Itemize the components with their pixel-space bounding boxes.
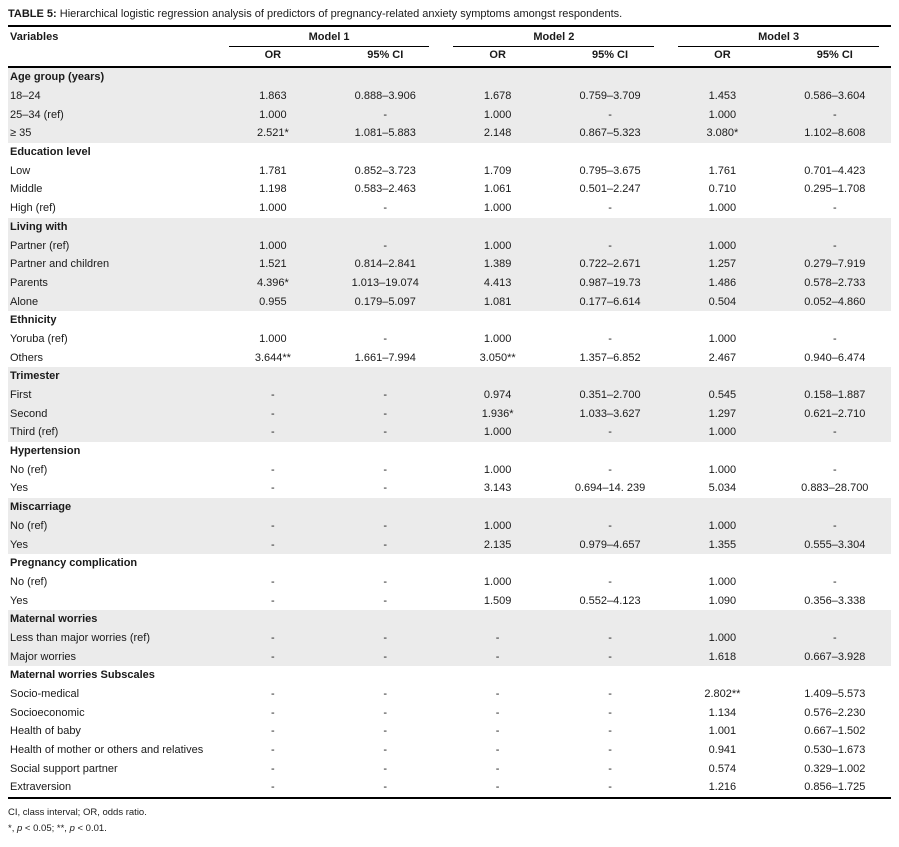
variable-label: Third (ref) [8,423,217,442]
or-value-model3: 1.297 [666,404,778,423]
or-value-model1: - [217,629,329,648]
or-value-model3: 0.504 [666,292,778,311]
or-value-model3: 1.000 [708,575,737,588]
or-value-model2: 1.389 [441,255,553,274]
ci-value-model1: - [383,463,388,476]
ci-value-model2: 0.351–2.700 [554,386,666,405]
or-value-model2: 1.936* [441,404,553,423]
ci-value-model1: - [329,778,441,798]
ci-value-model1: - [383,725,388,738]
variable-label: First [8,386,217,405]
or-value-model3: 1.257 [666,255,778,274]
ci-value-model2: 0.759–3.709 [554,87,666,106]
ci-value-model2: - [554,778,666,798]
or-value-model1: - [217,778,329,798]
section-header-row [8,311,891,330]
ci-value-model3: 0.356–3.338 [804,594,866,607]
ci-value-model3: - [779,517,891,536]
table-row [8,778,891,798]
ci-value-model2: - [608,706,612,719]
or-value-model1: 1.000 [259,332,287,345]
ci-value-model2: - [608,725,612,738]
or-value-model1: - [271,744,275,757]
ci-value-model2: - [608,202,612,215]
or-value-model2: 2.148 [441,124,553,143]
or-value-model3: 1.761 [708,164,737,177]
or-value-model1: 1.000 [217,105,329,124]
variable-label: No (ref) [10,463,48,476]
or-value-model3: 1.090 [708,594,737,607]
ci-value-model1: - [329,386,441,405]
ci-value-model1: - [383,594,388,607]
col-header-ci-m3: 95% CI [779,47,891,67]
or-value-model2: 0.974 [441,386,553,405]
section-label: Maternal worries [8,610,891,629]
ci-value-model2: 1.357–6.852 [579,351,641,364]
ci-value-model2: 0.795–3.675 [579,164,641,177]
table-row [8,124,891,143]
ci-value-model3: 0.883–28.700 [801,482,869,495]
table-row [8,330,891,349]
ci-value-model3: - [779,629,891,648]
variable-label: No (ref) [8,517,217,536]
or-value-model2: 1.000 [441,423,553,442]
ci-value-model1: - [383,332,388,345]
or-value-model1: 0.955 [217,292,329,311]
ci-value-model2: 0.987–19.73 [554,274,666,293]
ci-value-model2: - [554,423,666,442]
ci-value-model2: - [554,517,666,536]
table-row [8,105,891,124]
or-value-model3: 0.574 [708,762,737,775]
ci-value-model1: - [383,202,388,215]
ci-value-model3: 0.576–2.230 [804,706,866,719]
ci-value-model1: - [329,404,441,423]
or-value-model1: 1.863 [217,87,329,106]
or-value-model1: - [217,535,329,554]
or-value-model1: 1.521 [217,255,329,274]
ci-value-model3: 0.555–3.304 [779,535,891,554]
table-row [8,404,891,423]
ci-value-model1: - [329,647,441,666]
or-value-model2: 1.081 [441,292,553,311]
footnote-abbreviations: CI, class interval; OR, odds ratio. [8,806,147,818]
or-value-model2: 1.000 [441,517,553,536]
or-value-model1: - [271,762,275,775]
or-value-model2: - [441,629,553,648]
ci-value-model2: - [554,647,666,666]
table-body [8,67,891,798]
section-header-row [8,67,891,87]
or-value-model1: 3.644** [254,351,291,364]
or-value-model1: - [271,725,275,738]
ci-value-model2: 0.979–4.657 [554,535,666,554]
ci-value-model2: - [608,762,612,775]
section-header-row [8,610,891,629]
col-header-or-m2: OR [441,47,553,67]
table-row [8,759,891,778]
or-value-model2: 3.050** [479,351,516,364]
variable-label: Others [10,351,44,364]
table-row [8,423,891,442]
section-label: Education level [10,146,91,159]
col-header-model2 [441,26,666,47]
section-label: Ethnicity [10,314,57,327]
or-value-model1: 4.396* [217,274,329,293]
or-value-model3: 1.000 [666,236,778,255]
section-label: Hypertension [10,445,81,458]
variable-label: Socio-medical [10,688,80,701]
variable-label: Socioeconomic [10,706,85,719]
section-label: Maternal worries Subscales [10,669,155,682]
variable-label: Major worries [8,647,217,666]
ci-value-model3: - [779,236,891,255]
ci-value-model1: - [329,236,441,255]
ci-value-model1: - [329,517,441,536]
section-label: Trimester [8,367,891,386]
ci-value-model1: 1.081–5.883 [329,124,441,143]
or-value-model3: 1.216 [666,778,778,798]
ci-value-model3: 0.530–1.673 [804,744,866,757]
section-header-row [8,498,891,517]
or-value-model2: - [441,778,553,798]
or-value-model1: 1.000 [259,202,287,215]
col-header-variables: Variables [8,26,217,67]
ci-value-model1: - [383,575,388,588]
or-value-model2: 3.143 [483,482,512,495]
table-row [8,629,891,648]
col-header-ci-m1: 95% CI [329,47,441,67]
ci-value-model3: 0.052–4.860 [779,292,891,311]
table-row [8,479,891,498]
ci-value-model2: - [554,236,666,255]
ci-value-model1: 1.661–7.994 [354,351,416,364]
table-row [8,161,891,180]
ci-value-model2: - [608,463,612,476]
or-value-model2: 1.000 [483,332,512,345]
or-value-model3: 1.486 [666,274,778,293]
section-label: Age group (years) [8,67,891,87]
ci-value-model2: - [554,629,666,648]
or-value-model3: 1.001 [708,725,737,738]
section-label: Miscarriage [8,498,891,517]
ci-value-model3: - [832,463,837,476]
variable-label: High (ref) [10,202,56,215]
or-value-model2: 1.000 [483,463,512,476]
ci-value-model3: - [832,202,837,215]
table-row [8,685,891,704]
table-row [8,199,891,218]
table-row [8,274,891,293]
or-value-model1: - [271,706,275,719]
col-header-model3 [666,26,891,47]
table-number-label: TABLE 5: [8,8,57,20]
section-header-row [8,218,891,237]
table-row [8,460,891,479]
table-row [8,386,891,405]
variable-label: Middle [10,183,43,196]
ci-value-model3: 0.856–1.725 [779,778,891,798]
table-row [8,87,891,106]
ci-value-model3: 0.701–4.423 [804,164,866,177]
table-row [8,741,891,760]
ci-value-model1: - [329,629,441,648]
variable-label: Partner and children [8,255,217,274]
ci-value-model1: - [383,706,388,719]
ci-value-model2: - [608,575,612,588]
ci-value-model3: 0.578–2.733 [779,274,891,293]
footnote-significance: *, p < 0.05; **, p < 0.01. [8,822,107,834]
ci-value-model1: 0.888–3.906 [329,87,441,106]
ci-value-model1: - [383,744,388,757]
or-value-model1: - [217,517,329,536]
table-row [8,722,891,741]
or-value-model2: 1.000 [441,105,553,124]
table-row [8,236,891,255]
ci-value-model2: 0.722–2.671 [554,255,666,274]
table-row [8,591,891,610]
or-value-model3: 1.618 [666,647,778,666]
variable-label: No (ref) [10,575,48,588]
or-value-model3: 1.453 [666,87,778,106]
or-value-model1: - [217,404,329,423]
ci-value-model1: - [329,535,441,554]
table-row [8,535,891,554]
or-value-model3: 2.802** [704,688,741,701]
or-value-model3: 1.000 [666,105,778,124]
or-value-model3: 1.000 [708,332,737,345]
section-header-row [8,554,891,573]
ci-value-model1: - [383,482,388,495]
variable-label: 25–34 (ref) [8,105,217,124]
or-value-model2: - [495,762,500,775]
or-value-model2: 4.413 [441,274,553,293]
or-value-model3: 5.034 [708,482,737,495]
ci-value-model1: 0.179–5.097 [329,292,441,311]
or-value-model1: - [217,386,329,405]
or-value-model3: 1.355 [666,535,778,554]
section-header-row [8,666,891,685]
variable-label: Extraversion [8,778,217,798]
table-row [8,255,891,274]
table-footnotes [8,805,891,837]
ci-value-model1: - [383,688,388,701]
ci-value-model3: - [832,332,837,345]
table-row [8,647,891,666]
variable-label: Second [8,404,217,423]
ci-value-model3: 0.295–1.708 [804,183,866,196]
or-value-model3: 0.545 [666,386,778,405]
table-caption-text: Hierarchical logistic regression analysis of predictors of pregnancy-related anxiety symptoms amongst respondents. [59,8,623,20]
ci-value-model1: - [383,762,388,775]
variable-label: Social support partner [10,762,118,775]
model3-label: Model 3 [678,30,879,47]
ci-value-model3: 0.667–3.928 [779,647,891,666]
ci-value-model2: - [608,688,612,701]
or-value-model1: - [271,594,275,607]
ci-value-model3: 1.102–8.608 [779,124,891,143]
variable-label: Partner (ref) [8,236,217,255]
variable-label: Health of baby [10,725,81,738]
model1-label: Model 1 [229,30,430,47]
section-header-row [8,442,891,461]
ci-value-model3: 1.409–5.573 [804,688,866,701]
ci-value-model2: 0.694–14. 239 [574,482,646,495]
model-header-row [8,26,891,47]
ci-value-model3: 0.329–1.002 [804,762,866,775]
ci-value-model2: 0.867–5.323 [554,124,666,143]
or-value-model1: 1.781 [259,164,287,177]
or-value-model2: 1.509 [483,594,512,607]
ci-value-model2: - [554,105,666,124]
ci-value-model2: - [608,332,612,345]
ci-value-model2: 0.501–2.247 [579,183,641,196]
table-row [8,348,891,367]
or-value-model2: - [495,706,500,719]
col-header-or-m3: OR [666,47,778,67]
ci-value-model3: 0.621–2.710 [779,404,891,423]
variable-label: Low [10,164,31,177]
ci-value-model3: - [779,105,891,124]
table-title [8,7,891,21]
variable-label: 18–24 [8,87,217,106]
variable-label: Less than major worries (ref) [8,629,217,648]
or-value-model3: 1.000 [708,202,737,215]
or-value-model2: 1.678 [441,87,553,106]
or-value-model1: - [271,688,275,701]
ci-value-model3: - [832,575,837,588]
section-header-row [8,143,891,162]
ci-value-model1: 0.852–3.723 [354,164,416,177]
or-value-model3: 0.941 [708,744,737,757]
or-value-model1: 2.521* [217,124,329,143]
variable-label: Health of mother or others and relatives [10,744,204,757]
section-label: Pregnancy complication [10,557,138,570]
or-value-model3: 1.000 [708,463,737,476]
table-row [8,292,891,311]
col-header-model1 [217,26,442,47]
table-row [8,517,891,536]
ci-value-model2: 0.552–4.123 [579,594,641,607]
variable-label: Yes [10,594,28,607]
or-value-model3: 1.134 [708,706,737,719]
or-value-model2: 2.135 [441,535,553,554]
variable-label: Parents [8,274,217,293]
or-value-model1: 1.198 [259,183,287,196]
or-value-model2: 1.000 [483,202,512,215]
col-header-or-m1: OR [217,47,329,67]
or-value-model3: 1.000 [666,423,778,442]
variable-label: ≥ 35 [8,124,217,143]
ci-value-model3: 0.586–3.604 [779,87,891,106]
or-value-model1: - [271,482,275,495]
model2-label: Model 2 [453,30,654,47]
ci-value-model1: - [329,105,441,124]
ci-value-model1: 0.583–2.463 [354,183,416,196]
or-value-model1: 1.000 [217,236,329,255]
variable-label: Yoruba (ref) [10,332,68,345]
ci-value-model3: 0.667–1.502 [804,725,866,738]
ci-value-model1: 1.013–19.074 [329,274,441,293]
table-row [8,573,891,592]
variable-label: Alone [8,292,217,311]
or-value-model2: 1.000 [441,236,553,255]
or-value-model2: 1.709 [483,164,512,177]
or-value-model1: - [217,647,329,666]
ci-value-model3: 0.279–7.919 [779,255,891,274]
or-value-model2: - [495,688,500,701]
or-value-model2: 1.000 [483,575,512,588]
or-value-model1: - [271,575,275,588]
or-value-model2: - [495,744,500,757]
table-row [8,703,891,722]
ci-value-model2: - [608,744,612,757]
section-header-row [8,367,891,386]
ci-value-model3: 0.158–1.887 [779,386,891,405]
ci-value-model1: 0.814–2.841 [329,255,441,274]
or-value-model3: 1.000 [666,629,778,648]
or-value-model3: 1.000 [666,517,778,536]
or-value-model2: 1.061 [483,183,512,196]
or-value-model1: - [217,423,329,442]
regression-table [8,25,891,799]
or-value-model3: 2.467 [708,351,737,364]
table-row [8,180,891,199]
section-label: Living with [8,218,891,237]
ci-value-model1: - [329,423,441,442]
ci-value-model2: 0.177–6.614 [554,292,666,311]
ci-value-model2: 1.033–3.627 [554,404,666,423]
table-header [8,26,891,67]
ci-value-model3: - [779,423,891,442]
or-value-model1: - [271,463,275,476]
or-value-model3: 0.710 [708,183,737,196]
variable-label: Yes [8,535,217,554]
ci-value-model3: 0.940–6.474 [804,351,866,364]
or-value-model3: 3.080* [666,124,778,143]
or-value-model2: - [441,647,553,666]
variable-label: Yes [10,482,28,495]
or-value-model2: - [495,725,500,738]
col-header-ci-m2: 95% CI [554,47,666,67]
